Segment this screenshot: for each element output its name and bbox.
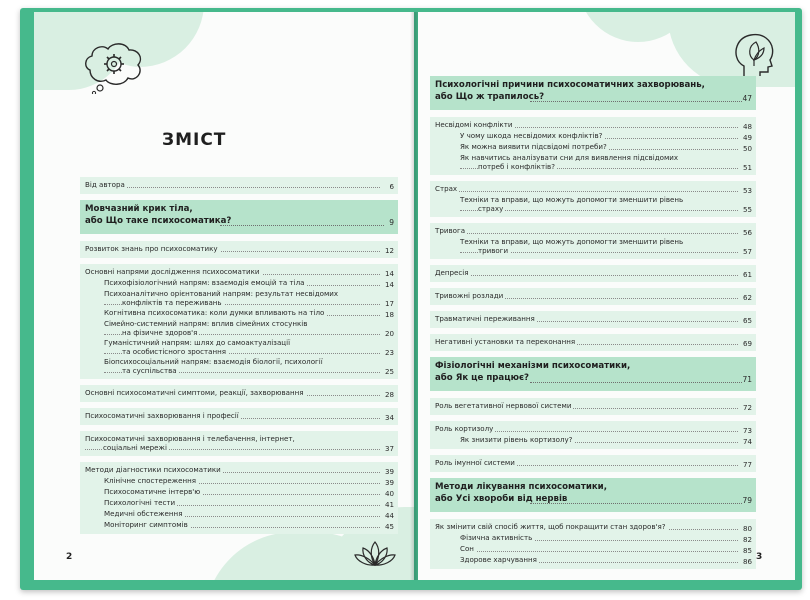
toc-page-number: 23 xyxy=(384,348,394,357)
toc-subentry[interactable] xyxy=(104,520,394,531)
toc-entry-text: Психологічні тести xyxy=(104,498,176,507)
toc-entry[interactable] xyxy=(85,267,394,278)
toc-entry-text: Від автора xyxy=(85,180,125,189)
toc-page-number: 85 xyxy=(742,546,752,555)
toc-entry[interactable] xyxy=(435,291,752,302)
toc-page-number: 62 xyxy=(742,293,752,302)
toc-entry-text: Негативні установки та переконання xyxy=(435,337,576,346)
leader-dots xyxy=(530,101,742,102)
right-page xyxy=(418,12,795,580)
chapter-title-line: або Як це працює? xyxy=(435,373,530,383)
chapter-title-line: Методи лікування психосоматики, xyxy=(435,482,607,492)
toc-entry-text: Методи діагностики психосоматики xyxy=(85,465,221,474)
toc-entry-text-cont: конфліктів та переживань xyxy=(122,298,222,307)
toc-entry[interactable] xyxy=(85,465,394,476)
toc-entry[interactable] xyxy=(85,244,394,255)
chapter-page-number: 9 xyxy=(389,218,394,227)
toc-entry-text-cont: соціальні мережі xyxy=(103,443,167,452)
toc-entry[interactable] xyxy=(435,424,752,435)
chapter-title-line: або Що ж трапилось? xyxy=(435,92,545,102)
toc-page-number: 80 xyxy=(742,524,752,533)
toc-page-number: 50 xyxy=(742,144,752,153)
leader-dots xyxy=(460,551,738,552)
leader-dots xyxy=(435,275,738,276)
toc-page-number: 72 xyxy=(742,403,752,412)
toc-page-number: 73 xyxy=(742,426,752,435)
toc-subentry[interactable] xyxy=(104,338,394,357)
toc-subentry[interactable] xyxy=(460,195,752,214)
toc-subentry[interactable] xyxy=(460,435,752,446)
toc-entry-text: Психофізіологічний напрям: взаємодія емоцій та тіла xyxy=(104,278,305,287)
toc-entry-text-cont: страху xyxy=(478,204,504,213)
toc-entry-text: Травматичні переживання xyxy=(435,314,535,323)
toc-page-number: 45 xyxy=(384,522,394,531)
toc-subentry[interactable] xyxy=(460,153,752,172)
toc-entry[interactable] xyxy=(435,458,752,469)
chapter-title-line: Фізіологічні механізми психосоматики, xyxy=(435,361,631,371)
toc-entry-text: Як змінити свій спосіб життя, щоб покращити стан здоров'я? xyxy=(435,522,666,531)
toc-entry[interactable] xyxy=(435,314,752,325)
chapter-page-number: 71 xyxy=(742,375,752,384)
toc-subentry[interactable] xyxy=(104,498,394,509)
head-gear-icon xyxy=(82,40,146,94)
toc-page-number: 14 xyxy=(384,280,394,289)
toc-entry-text: Сімейно-системний напрям: вплив сімейних стосунків xyxy=(104,319,308,328)
toc-page-number: 25 xyxy=(384,367,394,376)
toc-subentry[interactable] xyxy=(460,237,752,256)
chapter-title-line: Психологічні причини психосоматичних захворювань, xyxy=(435,80,705,90)
leader-dots xyxy=(85,187,380,188)
page-number-right: 3 xyxy=(756,552,763,562)
head-leaf-icon xyxy=(730,30,778,80)
toc-page-number: 39 xyxy=(384,478,394,487)
toc-entry-text: Біопсихосоціальний напрям: взаємодія біології, психології xyxy=(104,357,323,366)
toc-subentry[interactable] xyxy=(104,357,394,376)
toc-page-number: 51 xyxy=(742,163,752,172)
toc-entry-text-cont: тривоги xyxy=(478,246,509,255)
toc-entry[interactable] xyxy=(435,184,752,195)
toc-entry-text: Фізична активність xyxy=(460,533,533,542)
toc-page-number: 6 xyxy=(389,182,394,191)
toc-entry-text-cont: та особистісного зростання xyxy=(122,347,227,356)
toc-page-number: 56 xyxy=(742,228,752,237)
toc-entry-text: Гуманістичний напрям: шлях до самоактуалізації xyxy=(104,338,291,347)
toc-subentry[interactable] xyxy=(104,509,394,520)
toc-subentry[interactable] xyxy=(104,476,394,487)
toc-page-number: 86 xyxy=(742,557,752,566)
toc-page-number: 12 xyxy=(384,246,394,255)
toc-entry-text: Техніки та вправи, що можуть допомогти зменшити рівень xyxy=(460,195,684,204)
toc-page-number: 28 xyxy=(384,390,394,399)
chapter-title-line: або Усі хвороби від нервів xyxy=(435,494,568,504)
toc-entry-text-cont: та суспільства xyxy=(122,366,177,375)
toc-entry-text: Тривога xyxy=(435,226,466,235)
toc-entry-text: Основні напрями дослідження психосоматики xyxy=(85,267,260,276)
toc-entry-text: Роль вегетативної нервової системи xyxy=(435,401,572,410)
toc-entry-text: Тривожні розлади xyxy=(435,291,504,300)
toc-subentry[interactable] xyxy=(104,487,394,498)
toc-entry-text: Медичні обстеження xyxy=(104,509,183,518)
toc-entry[interactable] xyxy=(85,388,394,399)
toc-entry-text: Несвідомі конфлікти xyxy=(435,120,513,129)
toc-entry-text: Страх xyxy=(435,184,458,193)
toc-entry-text: Роль імунної системи xyxy=(435,458,515,467)
toc-page-number: 74 xyxy=(742,437,752,446)
toc-entry-text: Моніторинг симптомів xyxy=(104,520,188,529)
toc-entry-text: Психосоматичне інтерв'ю xyxy=(104,487,201,496)
chapter-title-line: або Що таке психосоматика? xyxy=(85,216,232,226)
toc-entry-text: Когнітивна психосоматика: коли думки впливають на тіло xyxy=(104,308,325,317)
toc-entry[interactable] xyxy=(85,411,394,422)
toc-page-number: 20 xyxy=(384,329,394,338)
toc-page-number: 77 xyxy=(742,460,752,469)
toc-page-number: 39 xyxy=(384,467,394,476)
toc-page-number: 55 xyxy=(742,205,752,214)
toc-page-number: 48 xyxy=(742,122,752,131)
chapter-page-number: 47 xyxy=(742,94,752,103)
toc-entry-text: Основні психосоматичні симптоми, реакції, захворювання xyxy=(85,388,304,397)
toc-entry-text: Техніки та вправи, що можуть допомогти зменшити рівень xyxy=(460,237,684,246)
toc-right xyxy=(430,76,756,566)
toc-entry[interactable] xyxy=(435,337,752,348)
toc-page-number: 14 xyxy=(384,269,394,278)
leader-dots xyxy=(435,233,738,234)
toc-page-number: 18 xyxy=(384,310,394,319)
toc-page-number: 41 xyxy=(384,500,394,509)
toc-page-number: 49 xyxy=(742,133,752,142)
toc-page-number: 82 xyxy=(742,535,752,544)
toc-entry[interactable] xyxy=(435,120,752,131)
toc-entry[interactable] xyxy=(435,401,752,412)
leader-dots xyxy=(530,382,742,383)
toc-entry-text: Психосоматичні захворювання і телебачення, інтернет, xyxy=(85,434,295,443)
toc-entry-text: Роль кортизолу xyxy=(435,424,494,433)
toc-entry-text: Клінічне спостереження xyxy=(104,476,197,485)
toc-entry-text: Психосоматичні захворювання і професії xyxy=(85,411,239,420)
toc-subentry[interactable] xyxy=(460,555,752,566)
leader-dots xyxy=(530,503,742,504)
chapter-page-number: 79 xyxy=(742,496,752,505)
toc-left xyxy=(80,177,398,537)
toc-page-number: 44 xyxy=(384,511,394,520)
toc-entry-text: Психоаналітично орієнтований напрям: результат несвідомих xyxy=(104,289,339,298)
left-page xyxy=(34,12,414,580)
toc-subentry[interactable] xyxy=(104,308,394,319)
toc-entry-text: Здорове харчування xyxy=(460,555,537,564)
toc-entry[interactable] xyxy=(435,268,752,279)
toc-entry[interactable] xyxy=(435,522,752,533)
toc-subentry[interactable] xyxy=(460,142,752,153)
chapter-title-line: Мовчазний крик тіла, xyxy=(85,204,193,214)
toc-page-number: 53 xyxy=(742,186,752,195)
leader-dots xyxy=(435,191,738,192)
toc-entry[interactable] xyxy=(85,434,394,453)
toc-subentry[interactable] xyxy=(460,131,752,142)
toc-page-number: 65 xyxy=(742,316,752,325)
toc-page-number: 40 xyxy=(384,489,394,498)
toc-page-number: 61 xyxy=(742,270,752,279)
toc-subentry[interactable] xyxy=(460,544,752,555)
toc-page-number: 37 xyxy=(384,444,394,453)
toc-subentry[interactable] xyxy=(460,533,752,544)
toc-entry-text: У чому шкода несвідомих конфліктів? xyxy=(460,131,603,140)
leader-dots xyxy=(220,225,384,226)
toc-entry-text: Розвиток знань про психосоматику xyxy=(85,244,218,253)
toc-page-number: 57 xyxy=(742,247,752,256)
toc-subentry[interactable] xyxy=(104,289,394,308)
toc-entry-text: Як знизити рівень кортизолу? xyxy=(460,435,573,444)
page-title: ЗМІСТ xyxy=(162,130,227,150)
page-number-left: 2 xyxy=(66,552,73,562)
lotus-icon xyxy=(352,539,398,569)
toc-page-number: 17 xyxy=(384,299,394,308)
toc-entry[interactable] xyxy=(85,180,394,191)
toc-entry-text: Як можна виявити підсвідомі потреби? xyxy=(460,142,607,151)
toc-entry-text-cont: потреб і конфліктів? xyxy=(478,162,555,171)
toc-entry[interactable] xyxy=(435,226,752,237)
toc-subentry[interactable] xyxy=(104,278,394,289)
toc-subentry[interactable] xyxy=(104,319,394,338)
toc-page-number: 69 xyxy=(742,339,752,348)
toc-entry-text: Сон xyxy=(460,544,474,553)
toc-page-number: 34 xyxy=(384,413,394,422)
toc-entry-text: Депресія xyxy=(435,268,469,277)
toc-entry-text-cont: на фізичне здоров'я xyxy=(122,328,198,337)
toc-entry-text: Як навчитись аналізувати сни для виявлення підсвідомих xyxy=(460,153,679,162)
